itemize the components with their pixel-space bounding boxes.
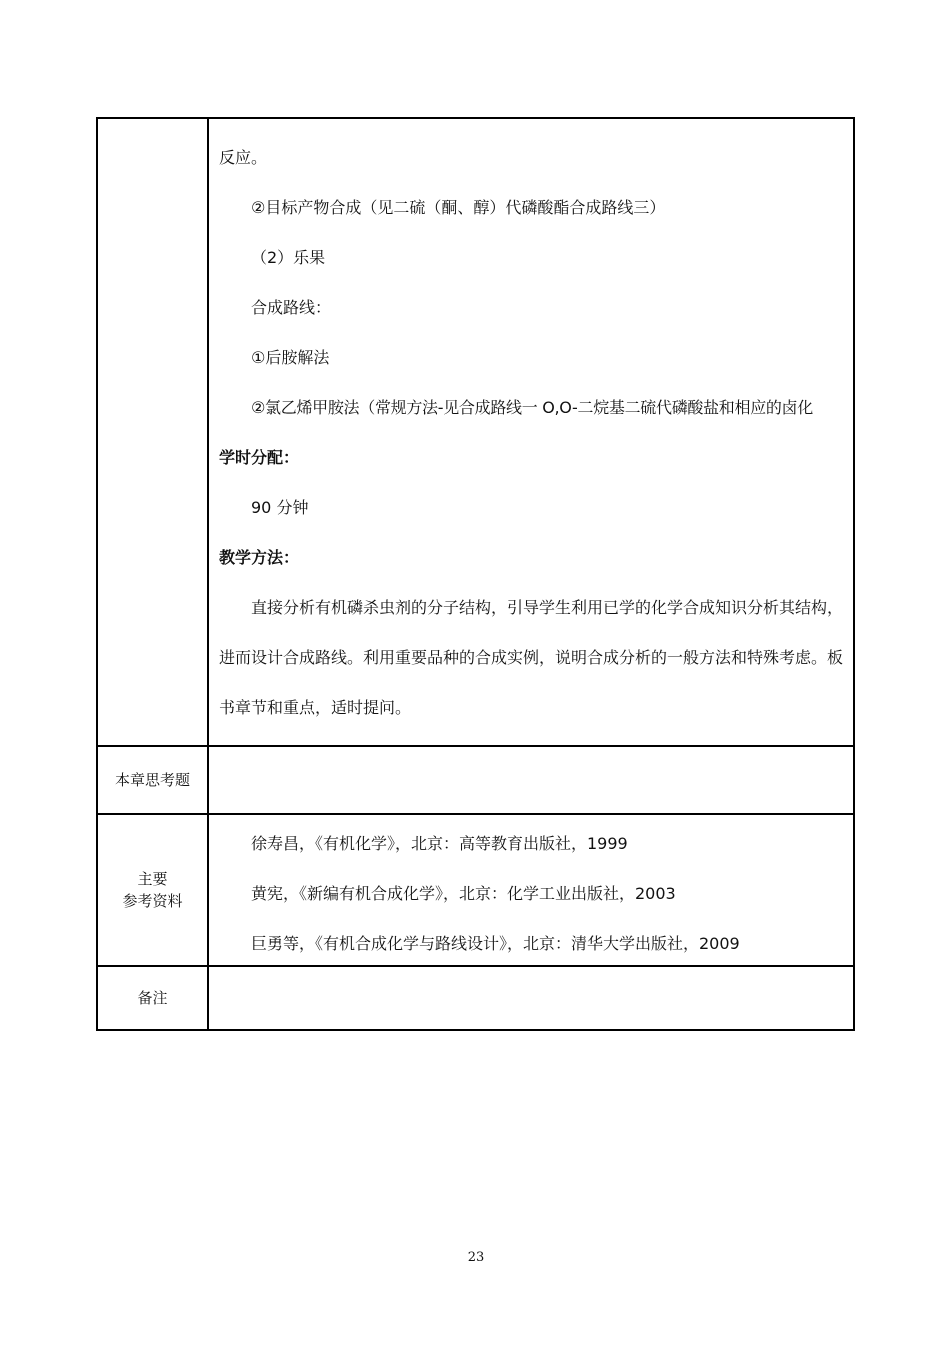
text-line: 合成路线： — [251, 298, 332, 317]
notes-row — [98, 965, 853, 1029]
reference-item: 黄宪，《新编有机合成化学》，北京：化学工业出版社，2003 — [251, 884, 676, 903]
references-label-line: 参考资料 — [122, 892, 183, 910]
content-cell — [209, 119, 853, 745]
reference-item: 徐寿昌，《有机化学》，北京：高等教育出版社，1999 — [251, 834, 628, 853]
questions-row — [98, 745, 853, 813]
teaching-method-heading: 教学方法： — [219, 548, 300, 567]
content-row-label — [98, 119, 209, 745]
text-line: ②氯乙烯甲胺法（常规方法-见合成路线一 O,O-二烷基二硫代磷酸盐和相应的卤化 — [251, 398, 813, 417]
text-line: （2）乐果 — [251, 248, 326, 267]
references-row — [98, 813, 853, 965]
notes-label: 备注 — [98, 967, 209, 1029]
content-row — [98, 119, 853, 745]
references-label — [98, 815, 209, 965]
page-number: 23 — [467, 1250, 485, 1265]
text-line: ①后胺解法 — [251, 348, 330, 367]
course-table — [96, 117, 855, 1031]
questions-label: 本章思考题 — [98, 747, 209, 813]
time-allocation-heading: 学时分配： — [219, 448, 300, 467]
references-cell — [209, 815, 853, 965]
time-allocation-value: 90 分钟 — [251, 498, 309, 517]
text-line: ②目标产物合成（见二硫（酮、醇）代磷酸酯合成路线三） — [251, 198, 666, 217]
questions-cell — [209, 747, 853, 813]
notes-cell — [209, 967, 853, 1029]
text-line: 反应。 — [219, 148, 268, 167]
teaching-method-text: 直接分析有机磷杀虫剂的分子结构，引导学生利用已学的化学合成知识分析其结构，进而设计合成路线。利用重要品种的合成实例，说明合成分析的一般方法和特殊考虑。板书章节和重点，适时提问。 — [219, 598, 844, 717]
references-label-line: 主要 — [137, 870, 168, 888]
reference-item: 巨勇等，《有机合成化学与路线设计》，北京：清华大学出版社，2009 — [251, 934, 740, 953]
